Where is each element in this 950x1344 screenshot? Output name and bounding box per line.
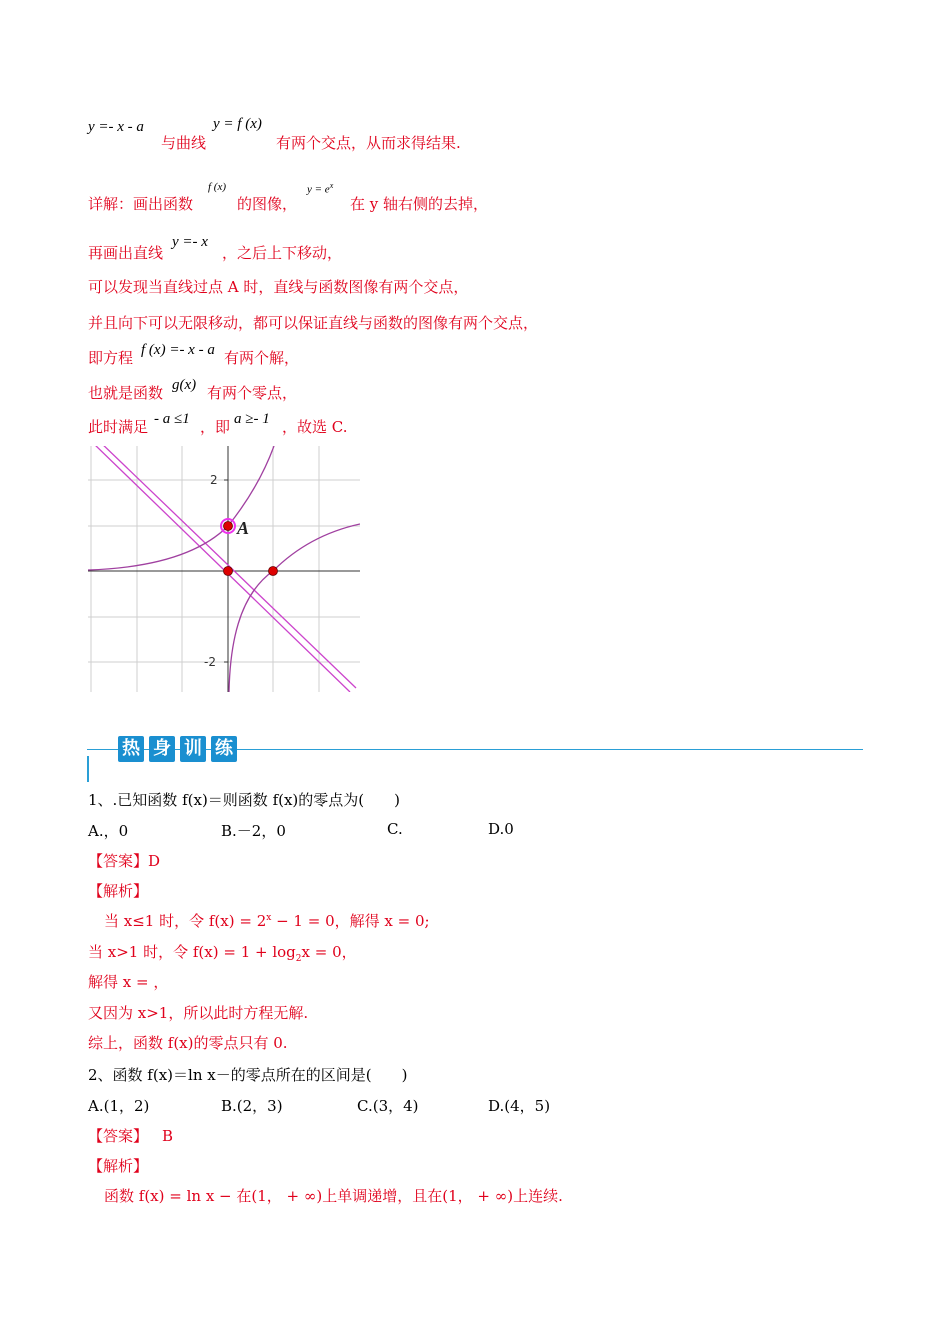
math-exp: $y = e^x$	[307, 181, 334, 196]
q1-option-a: A.，0	[88, 822, 129, 840]
math-ineq: - a ≤1	[154, 411, 190, 427]
q1-analysis-5: 综上，函数 f(x)的零点只有 0.	[88, 1034, 288, 1052]
q2-option-d: D.(4，5)	[488, 1097, 551, 1115]
q1-answer: 【答案】D	[88, 852, 161, 870]
section-badge-char: 身	[149, 736, 175, 762]
solution-text: 即方程	[88, 349, 134, 367]
math-line-expr: y =- x - a	[88, 119, 144, 135]
point-label-a: A	[237, 518, 250, 538]
math-gx: g(x)	[172, 377, 197, 393]
q2-option-b: B.(2，3)	[221, 1097, 283, 1115]
solution-text: 有两个交点，从而求得结果.	[276, 134, 461, 152]
curve-log	[229, 524, 360, 692]
solution-text: 再画出直线	[88, 244, 164, 262]
math-fx: f (x)	[208, 181, 227, 193]
section-badge-char: 练	[211, 736, 237, 762]
q1-analysis-3: 解得 x = ，	[88, 973, 169, 991]
point-origin	[224, 567, 233, 576]
q2-option-c: C.(3，4)	[357, 1097, 419, 1115]
solution-text: 详解：画出函数	[88, 195, 194, 213]
math-curve-expr: y = f (x)	[213, 116, 262, 132]
section-vline	[87, 756, 89, 782]
q1-analysis-label: 【解析】	[88, 882, 149, 900]
solution-text: ，故选 C.	[282, 418, 348, 436]
point-a	[224, 522, 233, 531]
solution-text: 与曲线	[161, 134, 207, 152]
solution-text: 的图像，	[237, 195, 298, 213]
q2-option-a: A.(1，2)	[88, 1097, 150, 1115]
solution-text: 有两个零点，	[207, 384, 298, 402]
solution-text: 可以发现当直线过点 A 时，直线与函数图像有两个交点，	[88, 278, 469, 296]
solution-text: 此时满足	[88, 418, 149, 436]
function-graph	[88, 446, 360, 692]
math-ineq: a ≥- 1	[234, 411, 270, 427]
solution-text: ，之后上下移动，	[222, 244, 343, 262]
section-badge-char: 热	[118, 736, 144, 762]
q1-analysis-4: 又因为 x>1，所以此时方程无解.	[88, 1004, 309, 1022]
solution-text: 在 y 轴右侧的去掉，	[350, 195, 489, 213]
solution-text: 有两个解，	[224, 349, 300, 367]
solution-text: 也就是函数	[88, 384, 164, 402]
q2-analysis-1: 函数 f(x) = ln x − 在(1， + ∞)上单调递增，且在(1， + ∞)上连续.	[104, 1187, 563, 1205]
point-zero	[269, 567, 278, 576]
solution-text: ，即	[200, 418, 231, 436]
q2-analysis-label: 【解析】	[88, 1157, 149, 1175]
q1-option-d: D.0	[488, 820, 514, 838]
tick-label-neg2: -2	[204, 655, 216, 669]
q1-analysis-1: 当 x≤1 时，令 $f(x) = 2^x - 1 = 0$，解得 x = 0;	[104, 912, 430, 930]
q1-option-b: B.－2，0	[221, 822, 286, 840]
section-hook	[87, 749, 117, 750]
section-badge-char: 训	[180, 736, 206, 762]
q1-analysis-2: 当 x>1 时，令 $f(x) = 1 + \log_2x = 0$，	[88, 943, 357, 964]
q1-stem: 1、.已知函数 f(x)＝则函数 f(x)的零点为( )	[88, 791, 400, 809]
q1-option-c: C.	[387, 820, 403, 838]
solution-line-0	[88, 116, 144, 136]
q2-answer: 【答案】 B	[88, 1127, 174, 1145]
math-equation: f (x) =- x - a	[141, 342, 215, 358]
q2-stem: 2、函数 f(x)＝ln x－的零点所在的区间是( )	[88, 1066, 408, 1084]
solution-text: 并且向下可以无限移动，都可以保证直线与函数的图像有两个交点，	[88, 314, 539, 332]
tick-label-2: 2	[210, 473, 218, 487]
math-line-y: y =- x	[172, 234, 208, 250]
